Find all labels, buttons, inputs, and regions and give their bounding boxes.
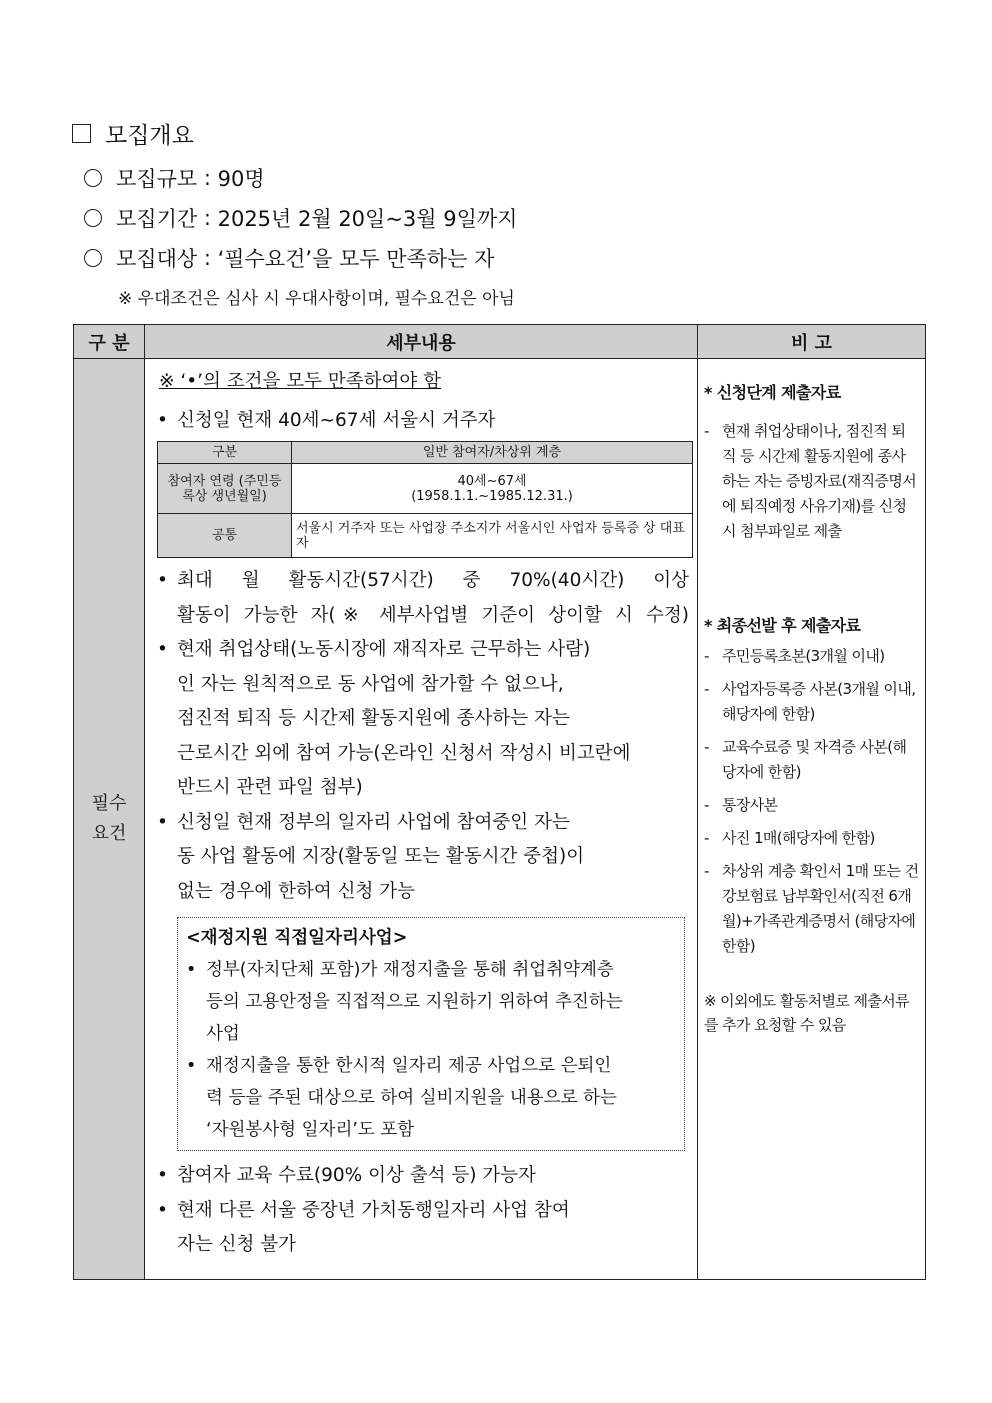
preference-note: ※ 우대조건은 심사 시 우대사항이며, 필수요건은 아님 bbox=[118, 289, 515, 309]
footnote bbox=[704, 989, 919, 1037]
box-line: 사업 bbox=[206, 1024, 240, 1044]
item-label: 모집규모 bbox=[116, 167, 198, 191]
bullet-dot-icon: • bbox=[157, 409, 168, 431]
remarks-cell bbox=[698, 359, 926, 1280]
table-row bbox=[74, 359, 926, 1280]
stage1-title: * 신청단계 제출자료 bbox=[704, 383, 841, 402]
remark-item bbox=[704, 793, 919, 818]
inner-row-label: 공통 bbox=[158, 514, 292, 558]
inner-row-value bbox=[292, 464, 693, 514]
remark-item bbox=[704, 859, 919, 959]
bullet-line: 인 자는 원칙적으로 동 사업에 참가할 수 없으나, bbox=[177, 673, 564, 695]
item-sep: : bbox=[197, 206, 218, 230]
dash-icon: - bbox=[704, 680, 709, 698]
circle-bullet-icon bbox=[84, 169, 102, 187]
row-label bbox=[74, 359, 145, 1280]
remark-item bbox=[704, 677, 919, 727]
item-label: 모집기간 bbox=[116, 207, 198, 231]
bullet-item bbox=[157, 1194, 689, 1263]
bullet-line: 현재 다른 서울 중장년 가치동행일자리 사업 참여 bbox=[177, 1199, 570, 1221]
remark-text: 사업자등록증 사본(3개월 이내, 해당자에 한함) bbox=[722, 680, 916, 723]
remark-item bbox=[704, 644, 919, 669]
birth-range: (1958.1.1.~1985.12.31.) bbox=[411, 488, 573, 504]
table-header-row bbox=[74, 325, 926, 359]
remark-text: 현재 취업상태이나, 점진적 퇴직 등 시간제 활동지원에 종사하는 자는 증빙자료(재직증명서에 퇴직예정 사유기재)를 신청 시 첨부파일로 제출 bbox=[722, 422, 917, 540]
direct-job-program-box bbox=[177, 917, 685, 1151]
bullet-text: 신청일 현재 40세~67세 서울시 거주자 bbox=[177, 409, 496, 431]
row-label-line: 요건 bbox=[91, 823, 127, 844]
dash-icon: - bbox=[704, 647, 709, 665]
age-range: 40세~67세 bbox=[457, 473, 527, 489]
box-line: 력 등을 주된 대상으로 하여 실비지원을 내용으로 하는 bbox=[206, 1088, 617, 1108]
bullet-line: 신청일 현재 정부의 일자리 사업에 참여중인 자는 bbox=[177, 811, 570, 833]
inner-row-label: 참여자 연령 (주민등록상 생년월일) bbox=[158, 464, 292, 514]
bullet-line: 반드시 관련 파일 첨부) bbox=[177, 777, 363, 798]
remark-item bbox=[704, 419, 919, 544]
item-label: 모집대상 bbox=[116, 247, 198, 271]
remark-item bbox=[704, 826, 919, 851]
row-label-line: 필수 bbox=[91, 793, 127, 814]
bullet-dot-icon: • bbox=[157, 1199, 168, 1221]
header-category: 구 분 bbox=[74, 325, 145, 359]
box-line: 등의 고용안정을 직접적으로 지원하기 위하여 추진하는 bbox=[206, 992, 623, 1012]
remark-text: 주민등록초본(3개월 이내) bbox=[722, 647, 885, 665]
footnote-text: ※ 이외에도 활동처별로 제출서류를 추가 요청할 수 있음 bbox=[704, 992, 910, 1034]
dash-icon: - bbox=[704, 862, 709, 880]
bullet-dot-icon: • bbox=[157, 1165, 168, 1186]
box-bullet bbox=[186, 1050, 678, 1146]
item-value: 2025년 2월 20일~3월 9일까지 bbox=[217, 207, 518, 231]
bullet-line: 자는 신청 불가 bbox=[177, 1234, 296, 1255]
remark-text: 사진 1매(해당자에 한함) bbox=[722, 829, 875, 847]
bullet-dot-icon: • bbox=[186, 1056, 197, 1076]
list-item-scale bbox=[84, 163, 265, 193]
remark-item bbox=[704, 735, 919, 785]
bullet-line: 동 사업 활동에 지장(활동일 또는 활동시간 중첩)이 bbox=[177, 846, 585, 867]
circle-bullet-icon bbox=[84, 209, 102, 227]
bullet-line: 현재 취업상태(노동시장에 재직자로 근무하는 사람) bbox=[177, 639, 591, 660]
age-criteria-table bbox=[157, 441, 693, 558]
intro-note: ※ ‘•’의 조건을 모두 만족하여야 함 bbox=[159, 371, 442, 392]
bullet-item bbox=[157, 633, 689, 806]
item-value: 90명 bbox=[217, 167, 265, 191]
bullet-dot-icon: • bbox=[157, 811, 168, 833]
inner-header: 일반 참여자/차상위 계층 bbox=[292, 442, 693, 464]
remark-text: 통장사본 bbox=[722, 796, 778, 814]
list-item-target bbox=[84, 243, 494, 273]
bullet-dot-icon: • bbox=[186, 960, 197, 980]
box-line: 정부(자치단체 포함)가 재정지출을 통해 취업취약계층 bbox=[206, 960, 614, 980]
remark-text: 차상위 계층 확인서 1매 또는 건강보험료 납부확인서(직전 6개월)+가족관계증명서 (해당자에 한함) bbox=[722, 862, 919, 955]
remark-text: 교육수료증 및 자격증 사본(해당자에 한함) bbox=[722, 738, 907, 781]
list-item-period bbox=[84, 203, 517, 233]
bullet-line: 근로시간 외에 참여 가능(온라인 신청서 작성시 비고란에 bbox=[177, 742, 631, 764]
bullet-dot-icon: • bbox=[157, 639, 168, 660]
checkbox-square-icon bbox=[72, 124, 91, 143]
box-line: ‘자원봉사형 일자리’도 포함 bbox=[206, 1120, 415, 1140]
item-value: ‘필수요건’을 모두 만족하는 자 bbox=[217, 247, 495, 271]
inner-row-value: 서울시 거주자 또는 사업장 주소지가 서울시인 사업자 등록증 상 대표자 bbox=[292, 514, 693, 558]
bullet-line: 활동이 가능한 자(※ 세부사업별 기준이 상이할 시 수정) bbox=[177, 604, 689, 626]
header-remarks: 비 고 bbox=[698, 325, 926, 359]
bullet-line: 최대 월 활동시간(57시간) 중 70%(40시간) 이상 bbox=[177, 570, 689, 591]
details-cell bbox=[145, 359, 698, 1280]
bullet-item bbox=[157, 806, 689, 910]
requirements-table bbox=[73, 324, 926, 1280]
header-details: 세부내용 bbox=[145, 325, 698, 359]
stage2-title: * 최종선발 후 제출자료 bbox=[704, 616, 861, 635]
dash-icon: - bbox=[704, 422, 709, 440]
section-heading bbox=[72, 117, 194, 150]
bullet-dot-icon: • bbox=[157, 570, 168, 591]
dash-icon: - bbox=[704, 738, 709, 756]
box-bullet bbox=[186, 954, 678, 1050]
item-sep: : bbox=[197, 166, 218, 190]
dash-icon: - bbox=[704, 796, 709, 814]
bullet-line: 점진적 퇴직 등 시간제 활동지원에 종사하는 자는 bbox=[177, 708, 570, 729]
inner-header: 구분 bbox=[158, 442, 292, 464]
section-title: 모집개요 bbox=[105, 123, 194, 149]
box-line: 재정지출을 통한 한시적 일자리 제공 사업으로 은퇴인 bbox=[206, 1056, 612, 1076]
box-title: <재정지원 직접일자리사업> bbox=[186, 928, 408, 948]
bullet-line: 없는 경우에 한하여 신청 가능 bbox=[177, 880, 415, 902]
bullet-item bbox=[157, 404, 689, 439]
bullet-text: 참여자 교육 수료(90% 이상 출석 등) 가능자 bbox=[177, 1165, 536, 1186]
circle-bullet-icon bbox=[84, 249, 102, 267]
bullet-item bbox=[157, 1159, 689, 1194]
item-sep: : bbox=[197, 246, 218, 270]
dash-icon: - bbox=[704, 829, 709, 847]
bullet-item bbox=[157, 564, 689, 633]
